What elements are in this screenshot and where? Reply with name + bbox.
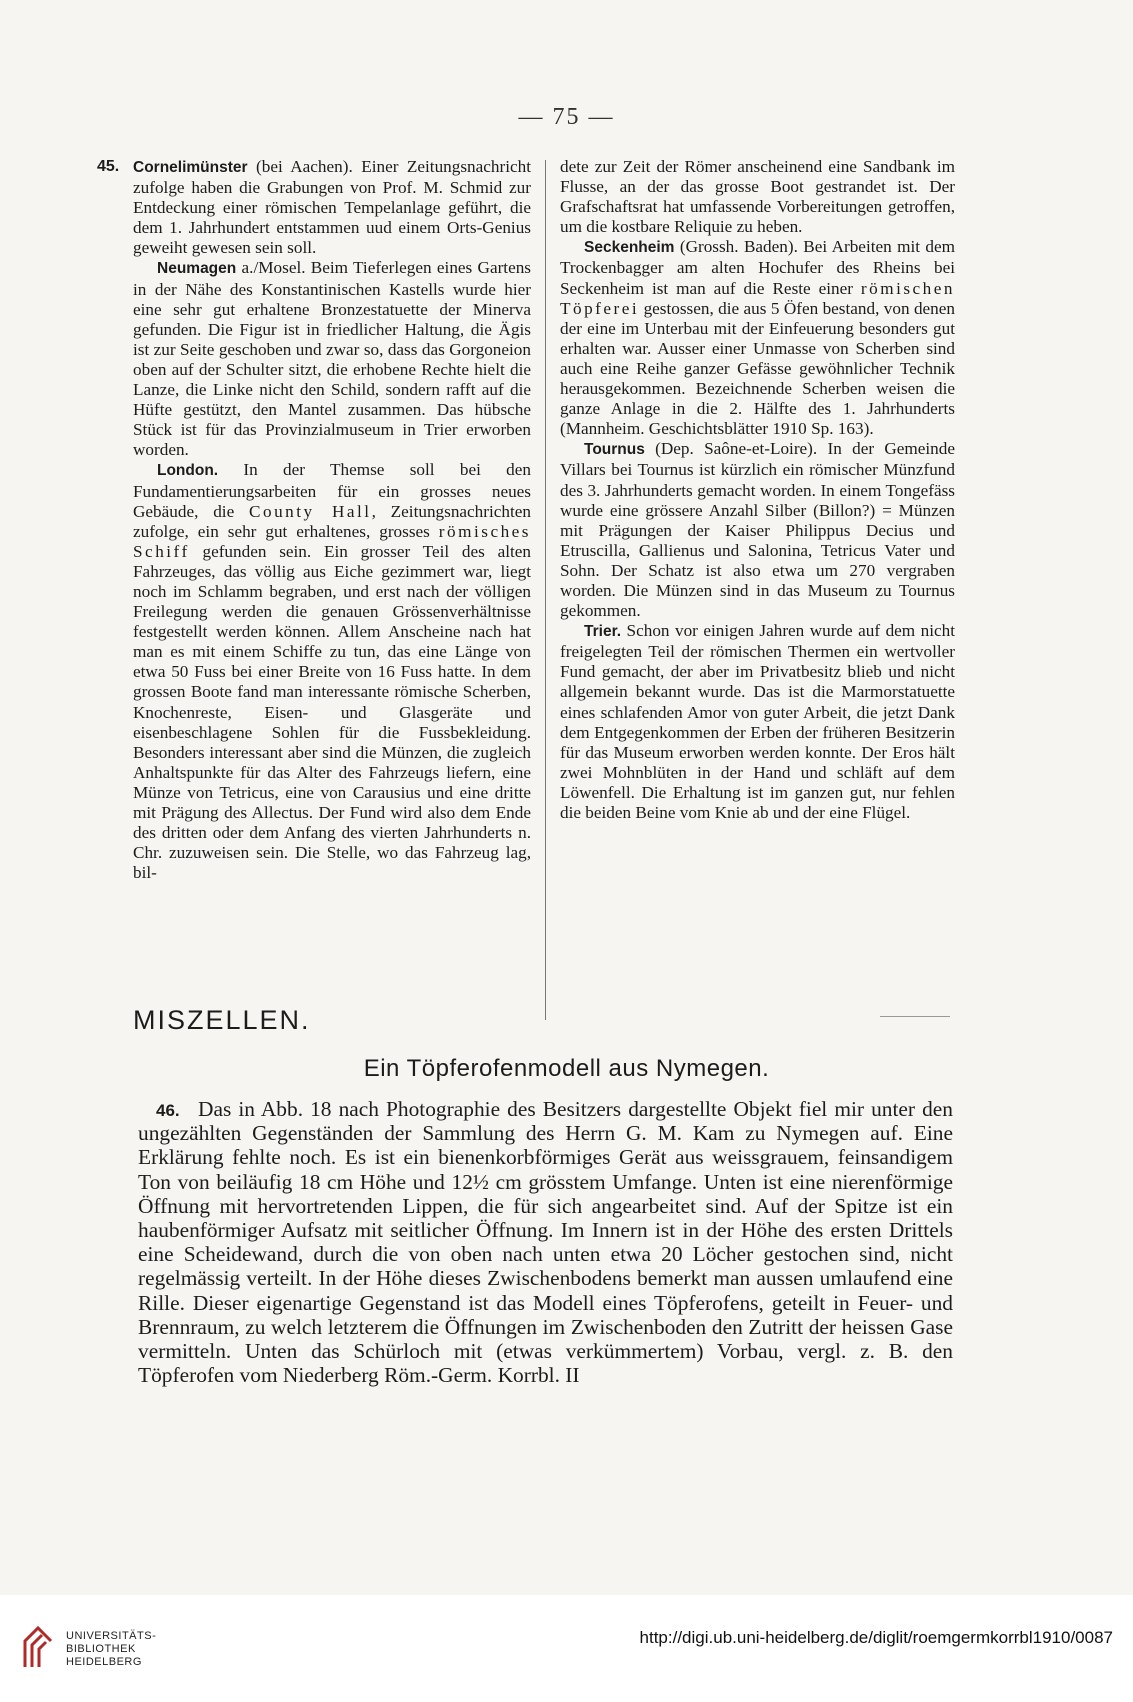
entry-text: a./Mosel. Beim Tieferlegen eines Gartens in der Nähe des Konstantinischen Kastells wurde hier eine sehr gut erhaltene Bronzestatuette der Minerva gefunden. Die Figur ist in friedlicher Haltung, die Ägis ist zur Seite geschoben und zwar so, dass das Gorgoneion oben auf der Schulter sitzt, die erhobene Rechte hielt die Lanze, die Linke nicht den Schild, sondern rafft auf die Hüfte gestützt, den Mantel zusammen. Das hübsche Stück ist für das Provinzialmuseum in Trier erworben worden. [133,258,531,460]
entry-continuation: dete zur Zeit der Römer anscheinend eine Sandbank im Flusse, an der das grosse Boot gestrandet ist. Der Grafschaftsrat hat umfassende Vorbereitungen getroffen, um die kostbare Reliquie zu heben. [560,157,955,237]
place-name: London. [157,462,219,480]
entry-london [133,460,531,883]
entry-text: gestossen, die aus 5 Öfen bestand, von denen der eine im Unterbau mit der Einfeuerung besonders gut erhalten war. Ausser einer Unmasse von Scherben sind auch eine Reihe ganzer Gefässe gewöhnlicher Technik herausgekommen. Bezeichnende Scherben weisen die ganze Anlage in die 2. Hälfte des 1. Jahrhunderts (Mannheim. Geschichtsblätter 1910 Sp. 163). [560,298,955,439]
entry-text: , Zeitungsnachrichten zufolge, ein sehr gut erhaltenes, grosses [133,501,531,541]
entry-text: In der Themse soll bei den Fundamentierungsarbeiten für ein grosses neues Gebäude, die [133,460,531,521]
entry-text: Schon vor einigen Jahren wurde auf dem nicht freigelegten Teil der römischen Thermen ein wertvoller Fund gemacht, der aber im Privatbesitz blieb und nicht allgemein bekannt wurde. Das ist die Marmorstatuette eines schlafenden Amor von guter Arbeit, die jetzt Dank dem Entgegenkommen der Erben der früheren Besitzerin für das Museum erworben werden konnte. Der Eros hält zwei Mohnblüten in der Hand und schläft auf dem Löwenfell. Die Erhaltung ist im ganzen gut, nur fehlen die beiden Beine vom Knie ab und der eine Flügel. [560,621,955,822]
spaced-text: County Hall [249,501,372,521]
entry-text: (Grossh. Baden). Bei Arbeiten mit dem Trockenbagger am alten Hochufer des Rheins bei Seckenheim ist man auf die Reste einer [560,237,955,298]
column-divider [545,160,546,1020]
viewer-footer [0,1595,1133,1702]
spaced-text: römischen Töpferei [560,278,955,318]
article-paragraph [138,1097,953,1387]
source-url[interactable]: http://digi.ub.uni-heidelberg.de/diglit/roemgermkorrbl1910/0087 [639,1628,1113,1647]
place-name: Seckenheim [584,239,675,257]
library-name-line: UNIVERSITÄTS- [66,1630,157,1642]
library-name [66,1630,156,1669]
entry-neumagen [133,258,531,460]
entry-seckenheim [560,237,955,439]
article-title: Ein Töpferofenmodell aus Nymegen. [363,1055,770,1082]
place-name: Cornelimünster [133,159,248,176]
spaced-text: römisches Schiff [133,521,531,561]
page-number: — 75 — [518,104,615,130]
right-column [560,157,955,823]
heading-rule [880,1016,950,1017]
article-text: Das in Abb. 18 nach Photographie des Besitzers dargestellte Objekt fiel mir unter den ungezählten Gegenständen der Sammlung des Herrn G. M. Kam zu Nymegen auf. Eine Erklärung fehlte noch. Es ist ein bienenkorbförmiges Gerät aus weissgrauem, feinsandigem Ton von beiläufig 18 cm Höhe und 12½ cm grösstem Umfange. Unten ist eine nierenförmige Öffnung mit hervortretenden Lippen, die für sich angearbeitet sind. Auf der Spitze ist ein haubenförmiger Aufsatz mit seitlicher Öffnung. Im Innern ist in der Höhe des ersten Drittels eine Scheidewand, durch die von oben nach unten etwa 20 Löcher gestochen sind, nicht regelmässig verteilt. In der Höhe dieses Zwischenbodens bemerkt man aussen umlaufend eine Rille. Dieser eigenartige Gegenstand ist das Modell eines Töpferofens, geteilt in Feuer- und Brennraum, zu welch letzterem die Öffnungen im Zwischenboden den Zutritt der heissen Gase vermitteln. Unten das Schürloch mit (etwas verkümmertem) Vorbau, vergl. z. B. den Töpferofen vom Niederberg Röm.-Germ. Korrbl. II [138,1097,953,1388]
place-name: Trier. [584,623,622,641]
entry-text: (Dep. Saône-et-Loire). In der Gemeinde Villars bei Tournus ist kürzlich ein römischer Münzfund des 3. Jahrhunderts gemacht worden. In einem Tongefäss wurde eine grössere Anzahl Silber (Billon?) = Münzen mit Prägungen der Kaiser Philippus Decius und Etruscilla, Gallienus und Salonina, Tetricus Vater und Sohn. Der Schatz ist also etwa um 270 vergraben worden. Die Münzen sind in das Museum zu Tournus gekommen. [560,439,955,621]
article-body [138,1097,953,1387]
library-name-line: HEIDELBERG [66,1656,142,1668]
entry-text: (bei Aachen). Einer Zeitungsnachricht zufolge haben die Grabungen von Prof. M. Schmid zur Entdeckung einer römischen Tempelanlage geführt, die dem 1. Jahrhundert entstammen uud einem Orts-Genius geweiht gewesen sein soll. [133,157,531,258]
library-name-line: BIBLIOTHEK [66,1643,136,1655]
place-name: Neumagen [157,260,237,278]
entry-number: 46. [156,1101,180,1120]
entry-tournus [560,439,955,621]
entry-cornelimuenster [97,157,531,258]
entry-text: gefunden sein. Ein grosser Teil des alten Fahrzeuges, das völlig aus Eiche gezimmert war, liegt noch im Schlamm begraben, und erst nach der völligen Freilegung werden die genauen Grössenverhältnisse festgestellt werden können. Allem Anscheine nach hat man es mit einem Schiffe zu tun, das eine Länge von etwa 50 Fuss bei einer Breite von 16 Fuss hatte. In dem grossen Boote fand man interessante römische Scherben, Knochenreste, Eisen- und Glasgeräte und eisenbeschlagene Sohlen für die Fussbekleidung. Besonders interessant aber sind die Münzen, die zugleich Anhaltspunkte für das Alter des Fahrzeugs liefern, eine Münze von Tetricus, eine von Carausius und eine dritte mit Prägung des Allectus. Der Fund wird also dem Ende des dritten oder dem Anfang des vierten Jahrhunderts n. Chr. zuzuweisen sein. Die Stelle, wo das Fahrzeug lag, bil- [133,541,531,883]
left-column [97,157,531,883]
entry-trier [560,621,955,823]
place-name: Tournus [584,441,645,459]
entry-number: 45. [97,158,120,175]
library-logo-icon [22,1625,54,1669]
section-heading: MISZELLEN. [133,1005,311,1035]
